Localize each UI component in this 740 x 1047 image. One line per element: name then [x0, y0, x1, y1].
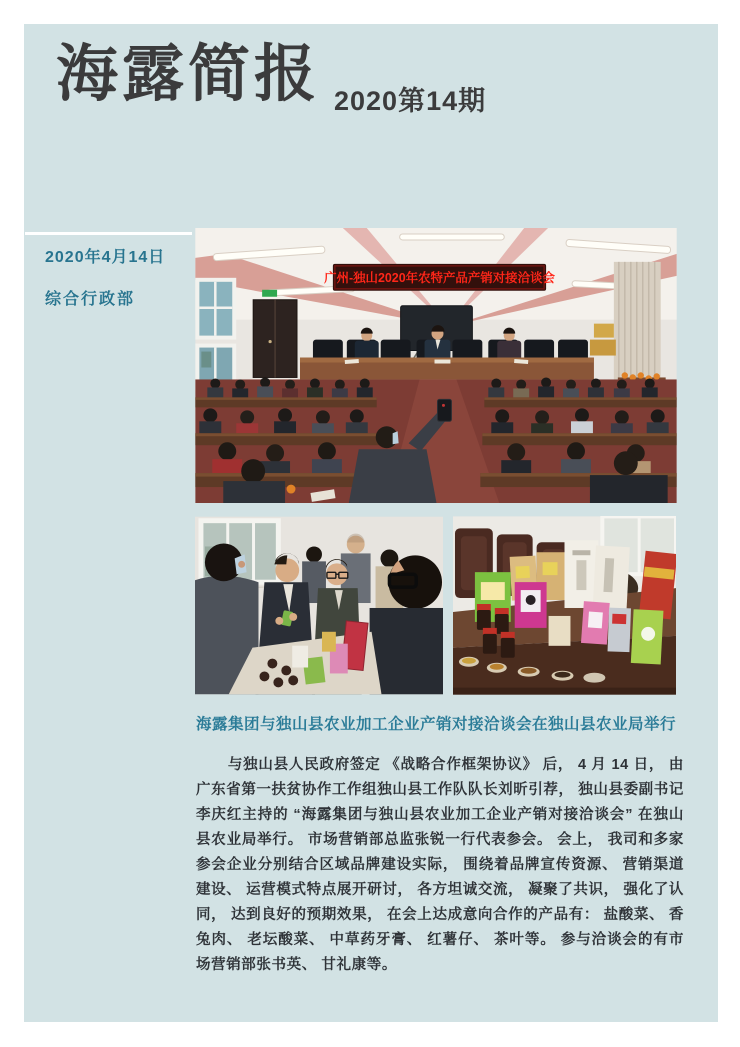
- delegation-product-viewing-photo: [195, 516, 443, 695]
- issuing-department: 综合行政部: [45, 291, 136, 308]
- newsletter-issue-number: 2020第14期: [334, 86, 487, 116]
- article-headline: 海露集团与独山县农业加工企业产销对接洽谈会在独山县农业局举行: [196, 716, 677, 733]
- issue-date: 2020年4月14日: [45, 249, 166, 266]
- newsletter-title: 海露简报: [56, 40, 321, 109]
- sidebar-divider-line: [25, 232, 192, 235]
- head-table: [300, 358, 594, 380]
- meeting-room-photo: [195, 228, 677, 503]
- article-body: 与独山县人民政府签定 《战略合作框架协议》 后， 4 月 14 日， 由广东省第一扶贫协作工作组独山县工作队队长刘昕引荐， 独山县委副书记李庆红主持的 “海露集团与独山县农业加工企业产销对接洽谈会” 在独山县农业局举行。 市场营销部总监张锐一行代表参会。 会上， 我司和多家参会企业分别结合区域品牌建设实际， 围绕着品牌宣传资源、 营销渠道建设、 运营模式特点展开研讨， 各方坦诚交流， 凝聚了共识， 强化了认同， 达到良好的预期效果， 在会上达成意向合作的产品有： 盐酸菜、 香兔肉、 老坛酸菜、 中草药牙膏、 红薯仔、 茶叶等。 参与洽谈会的有市场营销部张书英、 甘礼康等。: [196, 757, 684, 973]
- led-banner: [324, 264, 555, 291]
- exit-sign: [262, 290, 277, 297]
- windows: [197, 280, 234, 390]
- door: [253, 290, 297, 378]
- curtain: [614, 262, 661, 384]
- banner-text: 广州-独山2020年农特产品产销对接洽谈会: [324, 270, 555, 285]
- product-display-photo: [453, 516, 676, 695]
